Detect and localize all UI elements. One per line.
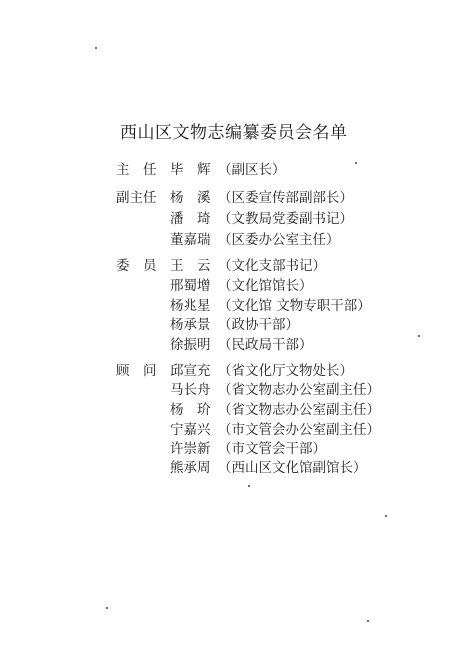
page-title: 西山区文物志编纂委员会名单	[120, 123, 348, 143]
scan-speck	[367, 620, 369, 622]
scan-speck	[95, 47, 97, 49]
member-post: （副区长）	[218, 162, 286, 178]
role-label-chair: 主 任	[116, 162, 157, 178]
role-label-members: 委 员	[116, 258, 157, 274]
member-name: 杨承景	[170, 317, 211, 333]
member-post: （文化馆馆长）	[218, 278, 313, 294]
scan-speck	[248, 485, 250, 487]
scan-speck	[385, 515, 387, 517]
member-post: （文教局党委副书记）	[218, 211, 353, 227]
member-post: （区委宣传部副部长）	[218, 190, 353, 206]
member-post: （民政局干部）	[218, 337, 313, 353]
role-label-advisors: 顾 问	[116, 363, 157, 379]
scan-speck	[355, 162, 357, 164]
member-name: 董嘉瑞	[170, 232, 211, 248]
role-label-vice-chair: 副主任	[116, 190, 157, 206]
scan-speck	[418, 335, 420, 337]
scan-speck	[106, 607, 108, 609]
member-post: （市文管会办公室副主任）	[218, 422, 380, 438]
member-name: 杨兆星	[170, 298, 211, 314]
member-post: （区委办公室主任）	[218, 232, 340, 248]
member-post: （市文管会干部）	[218, 441, 326, 457]
member-name: 毕 辉	[170, 162, 211, 178]
member-post: （文化支部书记）	[218, 258, 326, 274]
member-name: 杨 玠	[170, 402, 211, 418]
member-post: （政协干部）	[218, 317, 299, 333]
member-name: 王 云	[170, 258, 211, 274]
member-name: 马长舟	[170, 382, 211, 398]
member-post: （省文化厅文物处长）	[218, 363, 353, 379]
member-name: 宁嘉兴	[170, 422, 211, 438]
member-name: 邱宣充	[170, 363, 211, 379]
member-name: 杨 溪	[170, 190, 211, 206]
member-post: （省文物志办公室副主任）	[218, 402, 380, 418]
member-name: 邢蜀增	[170, 278, 211, 294]
member-post: （文化馆 文物专职干部）	[218, 298, 371, 314]
member-name: 熊承周	[170, 460, 211, 476]
member-post: （省文物志办公室副主任）	[218, 382, 380, 398]
member-name: 徐振明	[170, 337, 211, 353]
member-name: 潘 琦	[170, 211, 211, 227]
member-post: （西山区文化馆副馆长）	[218, 460, 367, 476]
member-name: 许崇新	[170, 441, 211, 457]
